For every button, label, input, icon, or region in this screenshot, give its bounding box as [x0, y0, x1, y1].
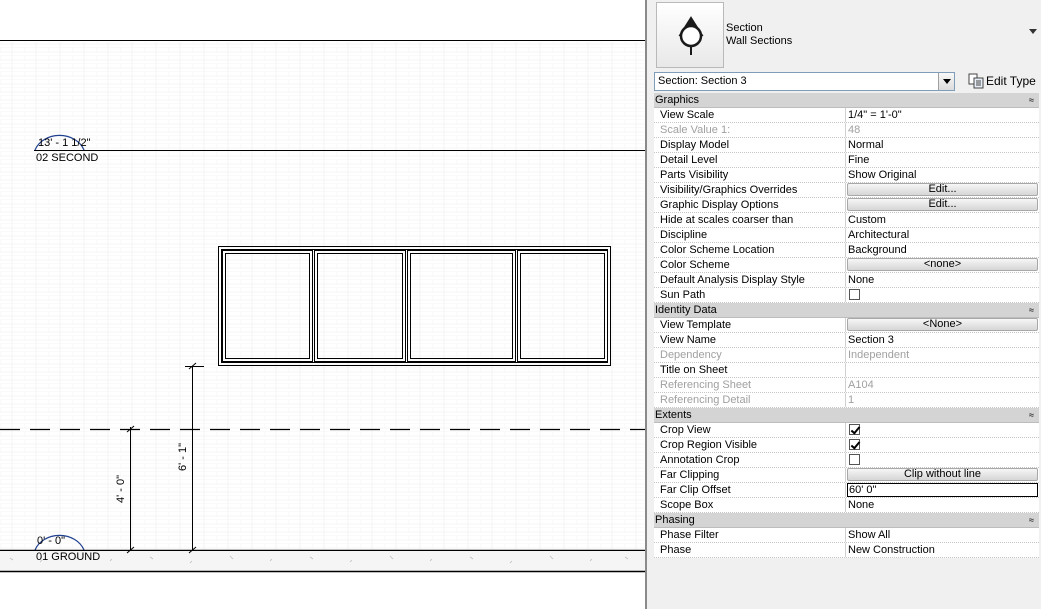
property-row-crop-region-visible	[654, 438, 1039, 453]
type-name-label: Wall Sections	[726, 35, 793, 47]
property-value-button[interactable]: Edit...	[847, 198, 1038, 211]
property-value-cell[interactable]	[846, 108, 1039, 122]
property-row-hide-at-scales-coarser-than	[654, 213, 1039, 228]
property-value-cell[interactable]	[846, 198, 1039, 212]
property-value-cell[interactable]	[846, 543, 1039, 557]
edit-type-button[interactable]	[962, 70, 1040, 92]
collapse-icon[interactable]: ≈	[1029, 305, 1034, 315]
category-extents[interactable]	[654, 408, 1039, 423]
property-value-cell[interactable]	[846, 468, 1039, 482]
property-name: Color Scheme Location	[654, 243, 846, 257]
property-row-scope-box	[654, 498, 1039, 513]
properties-grid	[654, 93, 1039, 558]
property-row-view-name	[654, 333, 1039, 348]
property-value-cell	[846, 378, 1039, 392]
property-value-cell[interactable]	[846, 483, 1039, 497]
collapse-icon[interactable]: ≈	[1029, 410, 1034, 420]
category-identity-data[interactable]	[654, 303, 1039, 318]
property-value-cell[interactable]	[846, 213, 1039, 227]
property-row-view-template	[654, 318, 1039, 333]
property-row-color-scheme	[654, 258, 1039, 273]
instance-filter-value: Section: Section 3	[658, 75, 747, 87]
property-name: Scope Box	[654, 498, 846, 512]
property-value-cell[interactable]	[846, 228, 1039, 242]
property-name: Phase	[654, 543, 846, 557]
property-value: Normal	[848, 139, 884, 151]
dimension-label-cut-height[interactable]: 4' - 0"	[115, 475, 127, 504]
property-value: Show Original	[848, 169, 917, 181]
property-value-cell[interactable]	[846, 498, 1039, 512]
property-name: Discipline	[654, 228, 846, 242]
property-row-graphic-display-options	[654, 198, 1039, 213]
instance-filter-select[interactable]	[654, 72, 955, 91]
property-row-color-scheme-location	[654, 243, 1039, 258]
property-value-cell[interactable]	[846, 153, 1039, 167]
property-row-discipline	[654, 228, 1039, 243]
property-value: Independent	[848, 349, 910, 361]
property-value-cell[interactable]	[846, 168, 1039, 182]
property-name: Parts Visibility	[654, 168, 846, 182]
property-name: Graphic Display Options	[654, 198, 846, 212]
property-value: 1	[848, 394, 855, 406]
level-elevation-second[interactable]: 13' - 1 1/2"	[38, 137, 91, 149]
level-name-ground[interactable]: 01 GROUND	[36, 551, 101, 563]
property-value: Custom	[848, 214, 886, 226]
category-graphics[interactable]	[654, 93, 1039, 108]
property-row-far-clipping	[654, 468, 1039, 483]
property-value-cell	[846, 348, 1039, 362]
property-row-parts-visibility	[654, 168, 1039, 183]
collapse-icon[interactable]: ≈	[1029, 515, 1034, 525]
property-row-view-scale	[654, 108, 1039, 123]
dimension-label-window-sill[interactable]: 6' - 1"	[177, 443, 189, 472]
property-name: Far Clip Offset	[654, 483, 846, 497]
property-value-cell[interactable]	[846, 453, 1039, 467]
property-name: Referencing Detail	[654, 393, 846, 407]
property-name: Crop View	[654, 423, 846, 437]
category-phasing[interactable]	[654, 513, 1039, 528]
property-name: Sun Path	[654, 288, 846, 302]
property-row-phase-filter	[654, 528, 1039, 543]
property-value-cell[interactable]	[846, 258, 1039, 272]
property-value-cell	[846, 393, 1039, 407]
property-row-referencing-detail	[654, 393, 1039, 408]
property-row-crop-view	[654, 423, 1039, 438]
property-value-button[interactable]: Clip without line	[847, 468, 1038, 481]
property-name: View Scale	[654, 108, 846, 122]
property-value-cell	[846, 123, 1039, 137]
property-value-button[interactable]: Edit...	[847, 183, 1038, 196]
property-name: View Name	[654, 333, 846, 347]
property-value: Architectural	[848, 229, 910, 241]
property-value-cell[interactable]	[846, 528, 1039, 542]
property-value-cell[interactable]	[846, 363, 1039, 377]
property-value-button[interactable]: <none>	[847, 258, 1038, 271]
category-label: Graphics	[655, 94, 700, 106]
property-name: Display Model	[654, 138, 846, 152]
property-value-cell[interactable]	[846, 243, 1039, 257]
property-value: None	[848, 499, 875, 511]
category-label: Phasing	[655, 514, 695, 526]
category-label: Extents	[655, 409, 692, 421]
property-row-referencing-sheet	[654, 378, 1039, 393]
property-name: Dependency	[654, 348, 846, 362]
property-value-cell[interactable]	[846, 423, 1039, 437]
category-label: Identity Data	[655, 304, 717, 316]
property-value: 1/4" = 1'-0"	[848, 109, 902, 121]
type-family-label: Section	[726, 22, 763, 34]
property-value: Background	[848, 244, 907, 256]
properties-palette	[645, 0, 1041, 609]
property-checkbox[interactable]	[849, 439, 860, 450]
property-value: Section 3	[848, 334, 894, 346]
property-name: Referencing Sheet	[654, 378, 846, 392]
property-row-default-analysis-display-style	[654, 273, 1039, 288]
property-row-detail-level	[654, 153, 1039, 168]
property-name: Crop Region Visible	[654, 438, 846, 452]
collapse-icon[interactable]: ≈	[1029, 95, 1034, 105]
property-row-visibility-graphics-overrides	[654, 183, 1039, 198]
property-name: Far Clipping	[654, 468, 846, 482]
property-value-button[interactable]: <None>	[847, 318, 1038, 331]
property-checkbox[interactable]	[849, 454, 860, 465]
property-value: None	[848, 274, 875, 286]
property-value: New Construction	[848, 544, 935, 556]
property-name: Detail Level	[654, 153, 846, 167]
property-row-dependency	[654, 348, 1039, 363]
property-name: Annotation Crop	[654, 453, 846, 467]
property-value-cell[interactable]	[846, 288, 1039, 302]
property-name: Phase Filter	[654, 528, 846, 542]
property-value-cell[interactable]	[846, 183, 1039, 197]
edit-type-icon	[968, 73, 984, 89]
edit-type-label: Edit Type	[986, 74, 1036, 88]
property-checkbox[interactable]	[849, 289, 860, 300]
property-name: Scale Value 1:	[654, 123, 846, 137]
property-row-far-clip-offset	[654, 483, 1039, 498]
property-value-cell[interactable]	[846, 333, 1039, 347]
property-row-display-model	[654, 138, 1039, 153]
property-row-phase	[654, 543, 1039, 558]
property-name: Visibility/Graphics Overrides	[654, 183, 846, 197]
property-value-cell[interactable]	[846, 138, 1039, 152]
chevron-down-icon[interactable]	[938, 73, 954, 90]
property-name: Default Analysis Display Style	[654, 273, 846, 287]
property-value: 48	[848, 124, 861, 136]
property-name: View Template	[654, 318, 846, 332]
property-name: Color Scheme	[654, 258, 846, 272]
property-checkbox[interactable]	[849, 424, 860, 435]
property-name: Hide at scales coarser than	[654, 213, 846, 227]
type-dropdown-icon[interactable]	[1029, 29, 1037, 34]
property-row-sun-path	[654, 288, 1039, 303]
level-elevation-ground[interactable]: 0' - 0"	[37, 535, 66, 547]
property-value-cell[interactable]	[846, 318, 1039, 332]
property-row-scale-value-1	[654, 123, 1039, 138]
type-selector[interactable]	[651, 1, 1041, 70]
property-value: A104	[848, 379, 874, 391]
property-value-cell[interactable]	[846, 273, 1039, 287]
property-value: Show All	[848, 529, 891, 541]
type-preview	[656, 2, 724, 68]
property-row-title-on-sheet	[654, 363, 1039, 378]
instance-row	[654, 72, 1039, 92]
section-marker-icon	[657, 3, 723, 67]
property-value-input[interactable]: 60' 0"	[847, 483, 1038, 497]
property-row-annotation-crop	[654, 453, 1039, 468]
level-name-second[interactable]: 02 SECOND	[36, 152, 99, 164]
property-value-cell[interactable]	[846, 438, 1039, 452]
property-name: Title on Sheet	[654, 363, 846, 377]
property-value: Fine	[848, 154, 870, 166]
